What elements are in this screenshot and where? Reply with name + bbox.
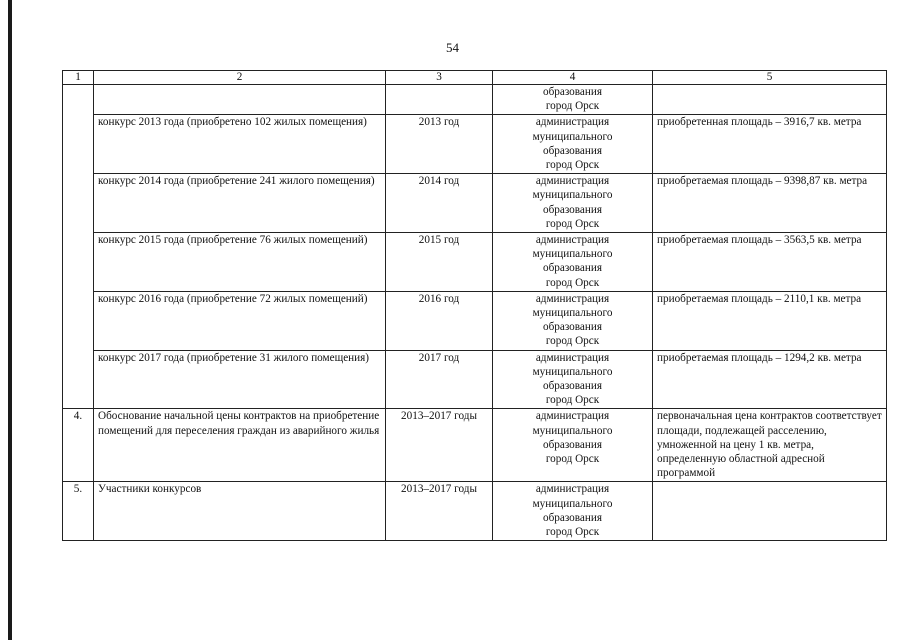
row-organization: [493, 291, 653, 350]
row-description: конкурс 2016 года (приобретение 72 жилых помещений): [94, 291, 386, 350]
table-row: [63, 350, 887, 409]
row-year: 2017 год: [386, 350, 493, 409]
header-row: [63, 71, 887, 85]
org-line: город Орск: [545, 276, 600, 289]
org-line: муниципального: [532, 365, 613, 378]
table-row: [63, 291, 887, 350]
org-line: администрация: [535, 410, 610, 423]
org-line: образования: [542, 262, 602, 275]
continuation-year: [386, 85, 493, 115]
header-col-2: 2: [94, 71, 386, 85]
row-result: [653, 482, 887, 541]
org-line: город Орск: [545, 217, 600, 230]
row-year: 2013–2017 годы: [386, 409, 493, 482]
org-line: администрация: [535, 483, 610, 496]
row-organization: [493, 409, 653, 482]
continuation-org: [493, 85, 653, 115]
org-line: муниципального: [532, 307, 613, 320]
org-line: город Орск: [545, 335, 600, 348]
scan-binding-edge: [8, 0, 12, 640]
org-line: администрация: [535, 351, 610, 364]
row-description: Участники конкурсов: [94, 482, 386, 541]
row-description: конкурс 2014 года (приобретение 241 жилого помещения): [94, 174, 386, 233]
row-number: 5.: [63, 482, 94, 541]
row-result: приобретаемая площадь – 9398,87 кв. метра: [653, 174, 887, 233]
continuation-row: [63, 85, 887, 115]
row-number: 4.: [63, 409, 94, 482]
org-line: город Орск: [545, 453, 600, 466]
row-result: приобретенная площадь – 3916,7 кв. метра: [653, 115, 887, 174]
org-line: муниципального: [532, 424, 613, 437]
table-row: [63, 115, 887, 174]
row-organization: [493, 350, 653, 409]
row-result: приобретаемая площадь – 1294,2 кв. метра: [653, 350, 887, 409]
row-year: 2013–2017 годы: [386, 482, 493, 541]
row-result: приобретаемая площадь – 3563,5 кв. метра: [653, 233, 887, 292]
org-line: образования: [542, 380, 602, 393]
org-line: образования: [542, 86, 602, 98]
org-line: город Орск: [545, 100, 600, 113]
table-row: [63, 233, 887, 292]
org-line: образования: [542, 144, 602, 157]
org-line: администрация: [535, 116, 610, 129]
org-line: муниципального: [532, 248, 613, 261]
program-table: [62, 70, 887, 541]
row-result: первоначальная цена контрактов соответствует площади, подлежащей расселению, умноженной на цену 1 кв. метра, определенную областной адресной программой: [653, 409, 887, 482]
row-organization: [493, 482, 653, 541]
org-line: город Орск: [545, 159, 600, 172]
org-line: образования: [542, 321, 602, 334]
org-line: образования: [542, 438, 602, 451]
row-year: 2016 год: [386, 291, 493, 350]
row-year: 2015 год: [386, 233, 493, 292]
page-number: 54: [446, 40, 459, 55]
row-result: приобретаемая площадь – 2110,1 кв. метра: [653, 291, 887, 350]
row-organization: [493, 233, 653, 292]
org-line: администрация: [535, 292, 610, 305]
header-col-5: 5: [653, 71, 887, 85]
org-line: образования: [542, 203, 602, 216]
org-line: администрация: [535, 234, 610, 247]
org-line: город Орск: [545, 394, 600, 407]
continuation-result: [653, 85, 887, 115]
header-col-3: 3: [386, 71, 493, 85]
row-description: конкурс 2013 года (приобретено 102 жилых помещения): [94, 115, 386, 174]
org-line: администрация: [535, 175, 610, 188]
row-organization: [493, 115, 653, 174]
org-line: муниципального: [532, 189, 613, 202]
merged-number-cell: [63, 85, 94, 409]
row-description: Обоснование начальной цены контрактов на приобретение помещений для переселения граждан из аварийного жилья: [94, 409, 386, 482]
table-row: [63, 409, 887, 482]
org-line: город Орск: [545, 526, 600, 539]
header-col-1: 1: [63, 71, 94, 85]
row-year: 2014 год: [386, 174, 493, 233]
continuation-desc: [94, 85, 386, 115]
row-description: конкурс 2015 года (приобретение 76 жилых помещений): [94, 233, 386, 292]
org-line: образования: [542, 511, 602, 524]
org-line: муниципального: [532, 130, 613, 143]
row-organization: [493, 174, 653, 233]
org-line: муниципального: [532, 497, 613, 510]
header-col-4: 4: [493, 71, 653, 85]
row-year: 2013 год: [386, 115, 493, 174]
table-row: [63, 482, 887, 541]
table-row: [63, 174, 887, 233]
row-description: конкурс 2017 года (приобретение 31 жилого помещения): [94, 350, 386, 409]
